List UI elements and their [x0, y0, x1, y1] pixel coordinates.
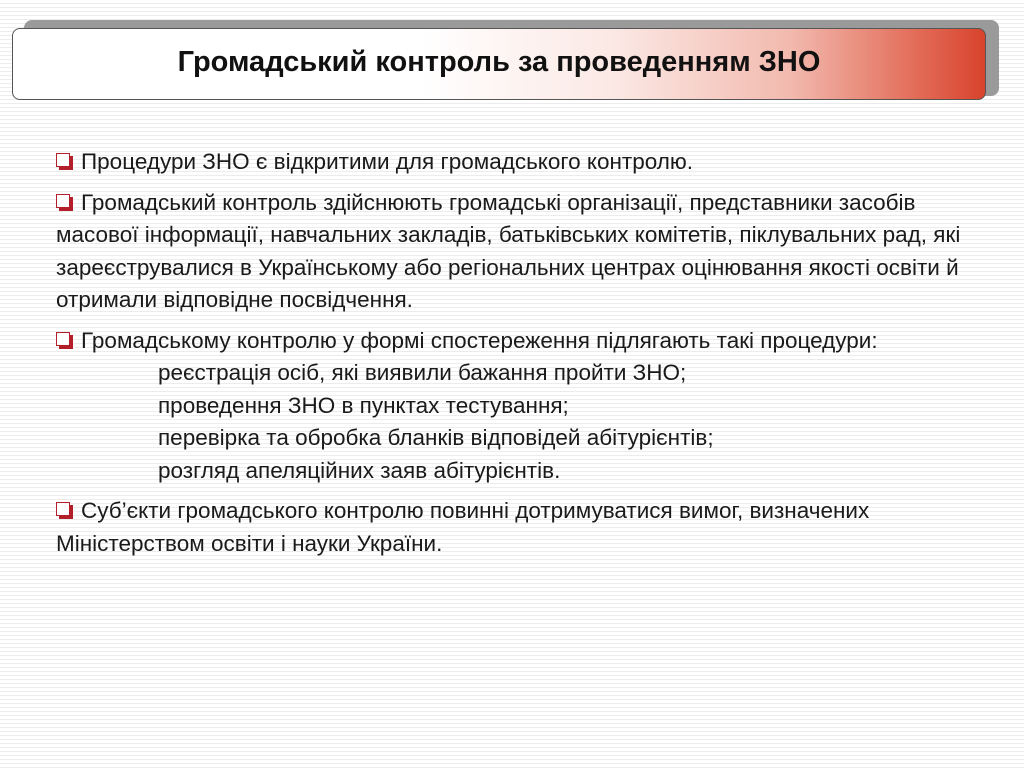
list-item: проведення ЗНО в пунктах тестування; — [158, 392, 569, 418]
slide-content — [56, 146, 986, 568]
paragraph-text: Суб’єкти громадського контролю повинні дотримуватися вимог, визначених Міністерством освіти і науки України. — [56, 498, 870, 556]
paragraph-text: Процедури ЗНО є відкритими для громадського контролю. — [81, 149, 694, 174]
list-item: розгляд апеляційних заяв абітурієнтів. — [158, 457, 561, 483]
title-banner — [12, 28, 986, 100]
hollow-square-bullet-icon — [56, 153, 73, 170]
paragraph-text: Громадський контроль здійснюють громадські організації, представники засобів масової інформації, навчальних закладів, батьківських комітетів, піклувальних рад, які зареєструвалися в Українському або регіональних центрах оцінювання якості освіти й отримали відповідне посвідчення. — [56, 189, 961, 312]
bullet-paragraph-3 — [56, 325, 986, 488]
bullet-paragraph-4 — [56, 495, 986, 560]
hollow-square-bullet-icon — [56, 194, 73, 211]
list-item: перевірка та обробка бланків відповідей абітурієнтів; — [158, 425, 714, 450]
hollow-square-bullet-icon — [56, 502, 73, 519]
procedures-list — [56, 357, 986, 487]
list-item: реєстрація осіб, які виявили бажання пройти ЗНО; — [158, 360, 687, 385]
paragraph-text: Громадському контролю у формі спостереження підлягають такі процедури: — [81, 327, 878, 353]
hollow-square-bullet-icon — [56, 332, 73, 349]
slide-title: Громадський контроль за проведенням ЗНО — [177, 45, 821, 78]
bullet-paragraph-2 — [56, 187, 986, 317]
bullet-paragraph-1 — [56, 146, 986, 179]
